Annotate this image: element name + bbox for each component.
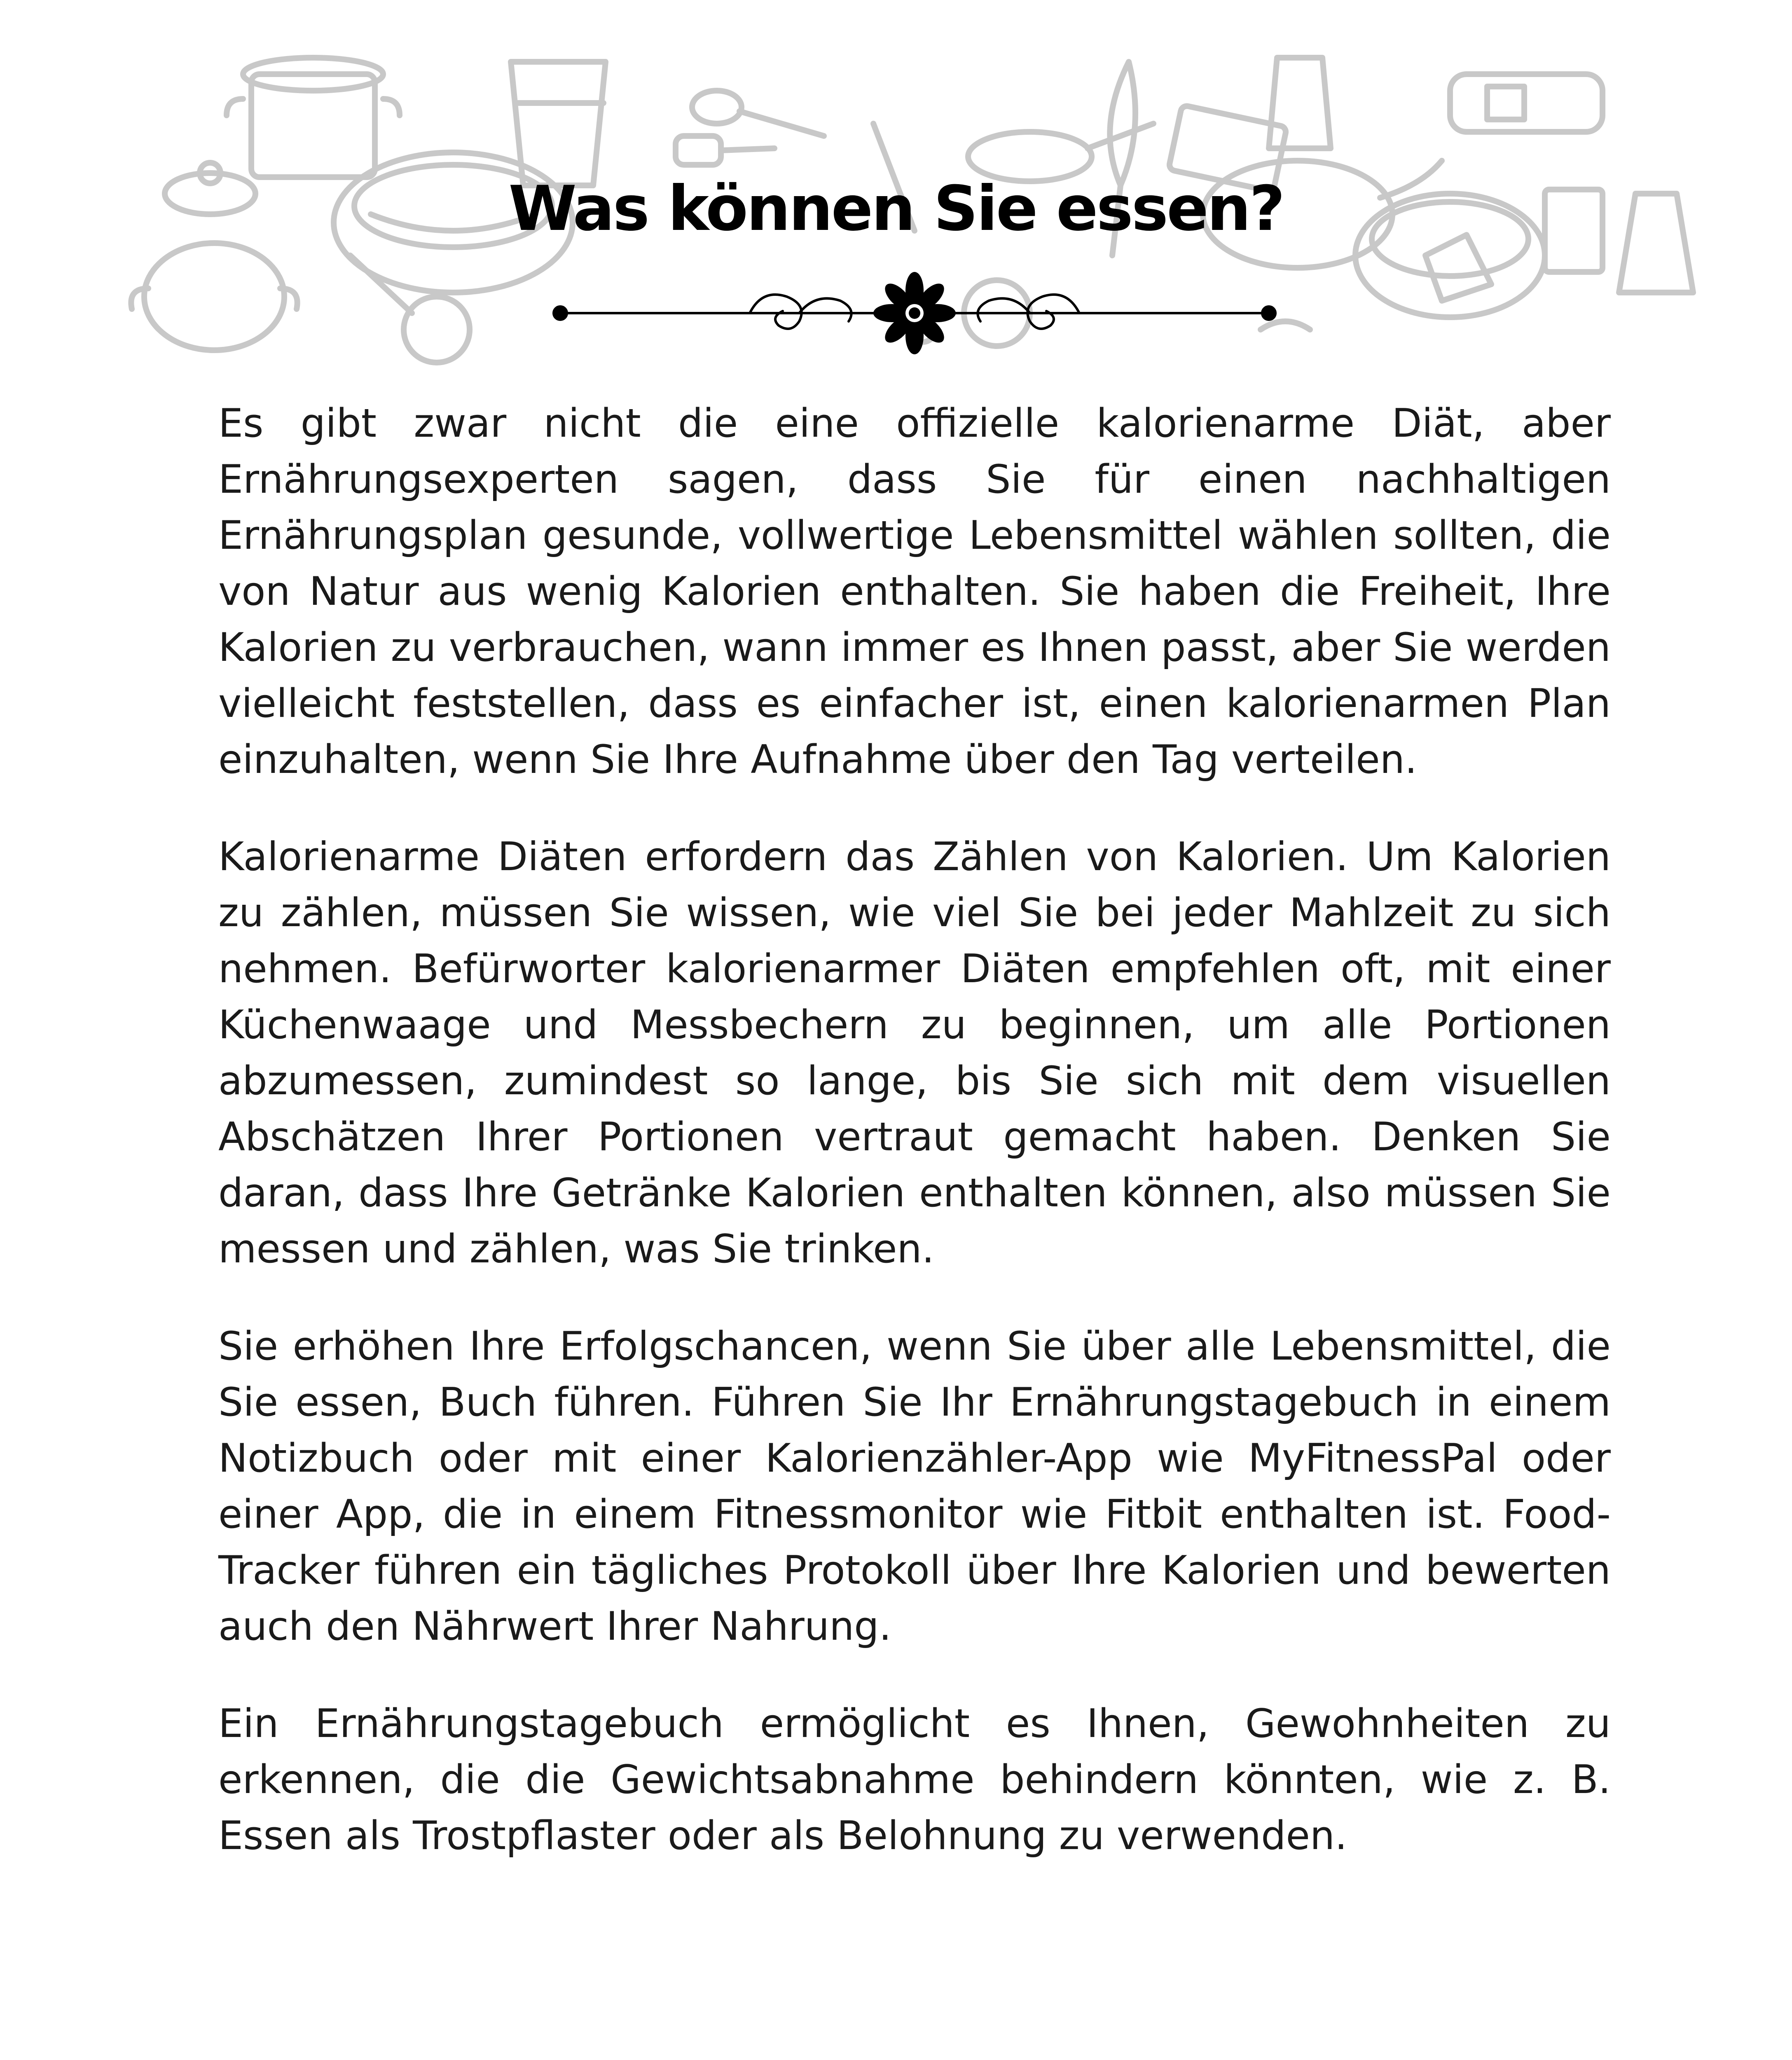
ornamental-divider: [548, 272, 1281, 354]
body-text: [218, 396, 1611, 1905]
paragraph: Sie erhöhen Ihre Erfolgschancen, wenn Sie über alle Lebensmittel, die Sie essen, Buch führen. Führen Sie Ihr Ernährungstagebuch in einem Notizbuch oder mit einer Kalorienzähler-App wie MyFitnessPal oder einer App, die in einem Fitnessmonitor wie Fitbit enthalten ist. Food-Tracker führen ein tägliches Protokoll über Ihre Kalorien und bewerten auch den Nährwert Ihrer Nahrung.: [218, 1324, 1611, 1649]
paragraph: Es gibt zwar nicht die eine offizielle kalorienarme Diät, aber Ernährungsexperten sagen, dass Sie für einen nachhaltigen Ernährungsplan gesunde, vollwertige Lebensmittel wählen sollten, die von Natur aus wenig Kalorien enthalten. Sie haben die Freiheit, Ihre Kalorien zu verbrauchen, wann immer es Ihnen passt, aber Sie werden vielleicht feststellen, dass es einfacher ist, einen kalorienarmen Plan einzuhalten, wenn Sie Ihre Aufnahme über den Tag verteilen.: [218, 401, 1611, 782]
page-title: Was können Sie essen?: [508, 173, 1284, 245]
paragraph: Kalorienarme Diäten erfordern das Zählen von Kalorien. Um Kalorien zu zählen, müssen Sie wissen, wie viel Sie bei jeder Mahlzeit zu sich nehmen. Befürworter kalorienarmer Diäten empfehlen oft, mit einer Küchenwaage und Messbechern zu beginnen, um alle Portionen abzumessen, zumindest so lange, bis Sie sich mit dem visuellen Abschätzen Ihrer Portionen vertraut gemacht haben. Denken Sie daran, dass Ihre Getränke Kalorien enthalten können, also müssen Sie messen und zählen, was Sie trinken.: [218, 834, 1611, 1272]
paragraph: Ein Ernährungstagebuch ermöglicht es Ihnen, Gewohnheiten zu erkennen, die die Gewichtsabnahme behindern könnten, wie z. B. Essen als Trostpflaster oder als Belohnung zu verwenden.: [218, 1701, 1611, 1859]
